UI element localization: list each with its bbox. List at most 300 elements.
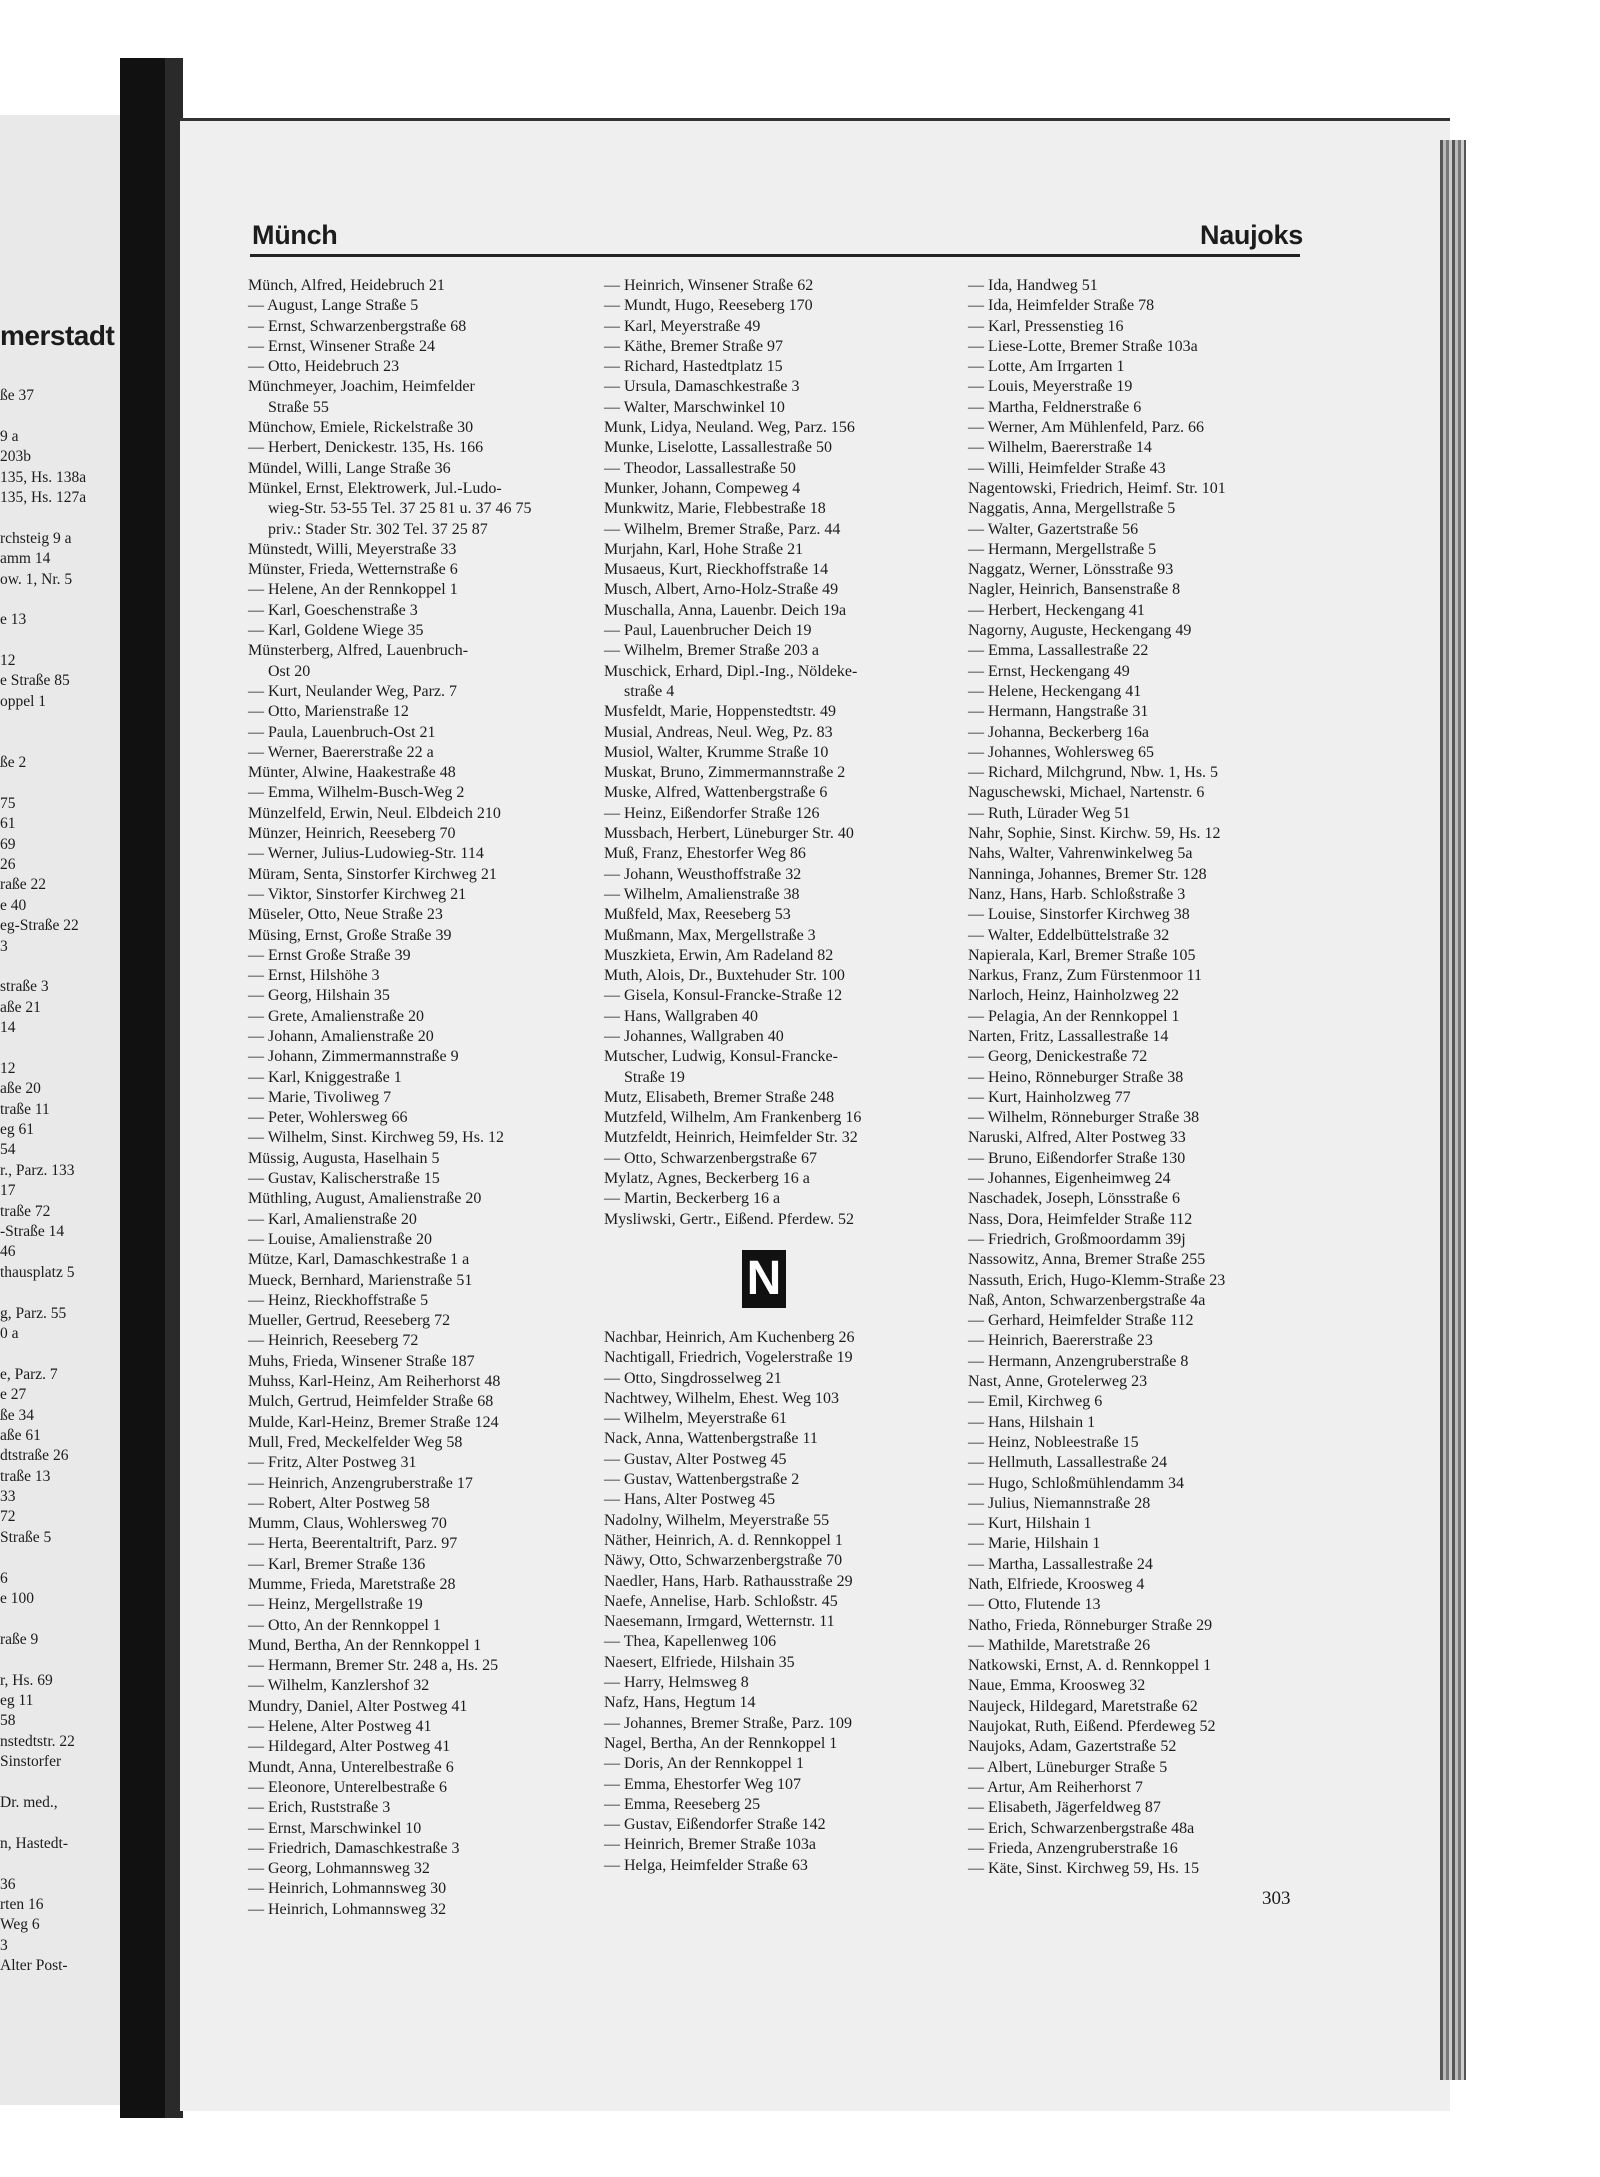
directory-entry: Narkus, Franz, Zum Fürstenmoor 11: [968, 967, 1203, 985]
left-page-line: aße 20: [0, 1080, 41, 1098]
directory-entry: — Paul, Lauenbrucher Deich 19: [604, 622, 812, 640]
left-page-line: 36: [0, 1875, 16, 1893]
directory-entry: Nagorny, Auguste, Heckengang 49: [968, 622, 1192, 640]
directory-entry: Naefe, Annelise, Harb. Schloßstr. 45: [604, 1592, 838, 1610]
directory-entry: — Richard, Hastedtplatz 15: [604, 358, 783, 376]
left-page-line: Weg 6: [0, 1916, 40, 1934]
directory-entry: Muske, Alfred, Wattenbergstraße 6: [604, 784, 828, 802]
left-page-line: g, Parz. 55: [0, 1304, 67, 1322]
running-header-last: Naujoks: [1200, 220, 1303, 250]
directory-entry: — Emma, Lassallestraße 22: [968, 642, 1149, 660]
directory-entry: Münch, Alfred, Heidebruch 21: [248, 277, 445, 294]
left-page-line: raße 9: [0, 1630, 39, 1648]
directory-entry: — Frieda, Anzengruberstraße 16: [968, 1839, 1178, 1857]
left-page-line: 72: [0, 1508, 16, 1526]
directory-entry: Naue, Emma, Kroosweg 32: [968, 1677, 1146, 1695]
directory-entry: — Willi, Heimfelder Straße 43: [968, 459, 1166, 477]
directory-entry: Naesemann, Irmgard, Wetternstr. 11: [604, 1613, 835, 1631]
directory-entry: — Karl, Pressenstieg 16: [968, 317, 1124, 335]
left-page-line: e, Parz. 7: [0, 1365, 58, 1383]
directory-entry: — Louise, Sinstorfer Kirchweg 38: [968, 906, 1190, 924]
directory-entry: straße 4: [624, 682, 675, 700]
directory-entry: — Otto, Flutende 13: [968, 1596, 1101, 1614]
directory-entry: — Mathilde, Maretstraße 26: [968, 1636, 1151, 1654]
directory-entry: — Johann, Weusthoffstraße 32: [604, 865, 802, 883]
left-page-line: raße 22: [0, 876, 47, 894]
directory-entry: Narten, Fritz, Lassallestraße 14: [968, 1027, 1169, 1045]
directory-entry: Naujeck, Hildegard, Maretstraße 62: [968, 1697, 1198, 1715]
left-page-line: [0, 508, 118, 528]
directory-entry: Münzelfeld, Erwin, Neul. Elbdeich 210: [248, 804, 501, 822]
directory-entry: — Ernst, Marschwinkel 10: [248, 1819, 422, 1837]
directory-entry: — Helene, Heckengang 41: [968, 682, 1142, 700]
directory-entry: Mündel, Willi, Lange Straße 36: [248, 459, 451, 477]
directory-entry: — Ernst Große Straße 39: [248, 946, 411, 964]
directory-entry: Mund, Bertha, An der Rennkoppel 1: [248, 1636, 482, 1654]
directory-entry: Nast, Anne, Grotelerweg 23: [968, 1373, 1148, 1391]
left-page-line: Dr. med.,: [0, 1793, 58, 1811]
directory-entry: — Heinrich, Lohmannsweg 32: [248, 1900, 447, 1918]
directory-entry: — Richard, Milchgrund, Nbw. 1, Hs. 5: [968, 764, 1219, 782]
directory-entry: Mutscher, Ludwig, Konsul-Francke-: [604, 1048, 838, 1066]
left-page-line: nstedtstr. 22: [0, 1732, 75, 1750]
left-page-line: 3: [0, 937, 8, 955]
directory-entry: — Emil, Kirchweg 6: [968, 1393, 1103, 1411]
directory-entry: Mumm, Claus, Wohlersweg 70: [248, 1515, 447, 1533]
directory-entry: Müssig, Augusta, Haselhain 5: [248, 1149, 440, 1167]
directory-entry: — Ursula, Damaschkestraße 3: [604, 378, 800, 396]
directory-entry: — Walter, Gazertstraße 56: [968, 520, 1139, 538]
left-page-line: [0, 1773, 118, 1793]
directory-entry: — Otto, Heidebruch 23: [248, 358, 400, 376]
directory-entry: — August, Lange Straße 5: [248, 297, 419, 315]
directory-entry: Mußfeld, Max, Reeseberg 53: [604, 906, 791, 924]
directory-entry: — Otto, Marienstraße 12: [248, 703, 409, 721]
directory-entry: — Louis, Meyerstraße 19: [968, 378, 1133, 396]
left-page-line: 54: [0, 1141, 16, 1159]
directory-entry: Mulde, Karl-Heinz, Bremer Straße 124: [248, 1413, 499, 1431]
directory-entry: — Paula, Lauenbruch-Ost 21: [248, 723, 436, 741]
directory-entry: Nath, Elfriede, Kroosweg 4: [968, 1576, 1145, 1593]
left-page-line: [0, 733, 118, 753]
directory-entry: — Karl, Kniggestraße 1: [248, 1068, 402, 1086]
section-letter-badge: N: [742, 1250, 786, 1308]
directory-entry: — Walter, Eddelbüttelstraße 32: [968, 926, 1170, 944]
directory-entry: Straße 55: [268, 398, 329, 416]
directory-entry: — Helene, Alter Postweg 41: [248, 1718, 432, 1736]
left-page-line: 58: [0, 1712, 16, 1730]
directory-entry: Mutzfeldt, Heinrich, Heimfelder Str. 32: [604, 1129, 858, 1147]
directory-entry: Naschadek, Joseph, Lönsstraße 6: [968, 1190, 1180, 1208]
directory-entry: Musfeldt, Marie, Hoppenstedtstr. 49: [604, 703, 836, 721]
directory-entry: Mundt, Anna, Unterelbestraße 6: [248, 1758, 454, 1776]
left-page-line: e 100: [0, 1590, 35, 1608]
directory-entry: — Marie, Tivoliweg 7: [248, 1088, 392, 1106]
directory-entry: — Wilhelm, Bremer Straße, Parz. 44: [604, 520, 841, 538]
left-page-line: [0, 1813, 118, 1833]
directory-entry: Nagentowski, Friedrich, Heimf. Str. 101: [968, 479, 1226, 497]
left-page-line: aße 21: [0, 998, 41, 1016]
directory-entry: Murjahn, Karl, Hohe Straße 21: [604, 540, 804, 558]
left-page-line: [0, 1039, 118, 1059]
left-page-line: thausplatz 5: [0, 1263, 75, 1281]
directory-entry: Münchow, Emiele, Rickelstraße 30: [248, 419, 474, 437]
directory-entry: Naujokat, Ruth, Eißend. Pferdeweg 52: [968, 1718, 1216, 1736]
directory-entry: Narloch, Heinz, Hainholzweg 22: [968, 987, 1180, 1005]
directory-entry: Münsterberg, Alfred, Lauenbruch-: [248, 642, 469, 660]
directory-entry: Straße 19: [624, 1068, 685, 1086]
directory-entry: Nanninga, Johannes, Bremer Str. 128: [968, 865, 1207, 883]
left-page-line: rchsteig 9 a: [0, 529, 72, 547]
directory-entry: — Theodor, Lassallestraße 50: [604, 459, 796, 477]
directory-column-1: [248, 276, 593, 1920]
directory-entry: — Marie, Hilshain 1: [968, 1535, 1101, 1553]
directory-entry: — Lotte, Am Irrgarten 1: [968, 358, 1125, 376]
directory-entry: — Walter, Marschwinkel 10: [604, 398, 785, 416]
left-page-line: n, Hastedt-: [0, 1834, 69, 1852]
directory-entry: — Hans, Wallgraben 40: [604, 1007, 758, 1025]
directory-entry: — Heinrich, Bremer Straße 103a: [604, 1836, 816, 1854]
directory-entry: — Johannes, Wohlersweg 65: [968, 743, 1154, 761]
directory-entry: Muschick, Erhard, Dipl.-Ing., Nöldeke-: [604, 662, 858, 680]
directory-entry: Munkwitz, Marie, Flebbestraße 18: [604, 500, 826, 518]
left-page-line: [0, 590, 118, 610]
directory-entry: Nanz, Hans, Harb. Schloßstraße 3: [968, 885, 1186, 903]
left-page-line: Sinstorfer: [0, 1753, 62, 1771]
directory-entry: — Martin, Beckerberg 16 a: [604, 1190, 781, 1208]
left-page-line: e Straße 85: [0, 672, 70, 690]
directory-entry: Natkowski, Ernst, A. d. Rennkoppel 1: [968, 1657, 1212, 1675]
directory-entry: — Hugo, Schloßmühlendamm 34: [968, 1474, 1184, 1492]
left-page-line: [0, 712, 118, 732]
left-page-line: 17: [0, 1182, 16, 1200]
directory-entry: — Friedrich, Großmoordamm 39j: [968, 1230, 1186, 1248]
left-page-line: eg 11: [0, 1692, 34, 1709]
page-number: 303: [1262, 1888, 1291, 1909]
directory-entry: Muschalla, Anna, Lauenbr. Deich 19a: [604, 601, 847, 619]
directory-entry: Munker, Johann, Compeweg 4: [604, 479, 801, 497]
running-header-first: Münch: [252, 220, 338, 250]
left-page-line: eg 61: [0, 1121, 35, 1139]
directory-column-2: [604, 276, 949, 1230]
directory-entry: Nachtigall, Friedrich, Vogelerstraße 19: [604, 1349, 853, 1367]
directory-entry: — Helga, Heimfelder Straße 63: [604, 1856, 808, 1874]
left-page-line: [0, 1283, 118, 1303]
directory-entry: — Herta, Beerentaltrift, Parz. 97: [248, 1535, 458, 1553]
directory-entry: Münchmeyer, Joachim, Heimfelder: [248, 378, 475, 396]
directory-entry: Mulch, Gertrud, Heimfelder Straße 68: [248, 1393, 494, 1411]
left-page-line: [0, 773, 118, 793]
left-page-column: [0, 320, 118, 1976]
directory-entry: — Martha, Lassallestraße 24: [968, 1555, 1153, 1573]
directory-entry: Mueller, Gertrud, Reeseberg 72: [248, 1312, 451, 1330]
left-page-line: amm 14: [0, 550, 51, 568]
directory-entry: — Grete, Amalienstraße 20: [248, 1007, 424, 1025]
directory-entry: — Johannes, Eigenheimweg 24: [968, 1170, 1171, 1188]
directory-entry: Musial, Andreas, Neul. Weg, Pz. 83: [604, 723, 833, 741]
directory-entry: Münzer, Heinrich, Reeseberg 70: [248, 825, 456, 843]
left-page-line: [0, 1650, 118, 1670]
directory-entry: — Hermann, Hangstraße 31: [968, 703, 1149, 721]
left-page-line: ße 34: [0, 1406, 35, 1424]
directory-entry: — Heinz, Eißendorfer Straße 126: [604, 804, 820, 822]
left-page-line: dtstraße 26: [0, 1447, 69, 1465]
directory-entry: Näwy, Otto, Schwarzenbergstraße 70: [604, 1552, 843, 1570]
left-page-line: e 40: [0, 896, 27, 914]
directory-entry: Ost 20: [268, 662, 311, 680]
directory-entry: — Karl, Bremer Straße 136: [248, 1555, 426, 1573]
directory-entry: — Wilhelm, Kanzlershof 32: [248, 1677, 430, 1695]
directory-entry: Naesert, Elfriede, Hilshain 35: [604, 1653, 795, 1671]
directory-entry: Mysliwski, Gertr., Eißend. Pferdew. 52: [604, 1210, 855, 1228]
directory-entry: — Hellmuth, Lassallestraße 24: [968, 1454, 1168, 1472]
directory-entry: Nahs, Walter, Vahrenwinkelweg 5a: [968, 845, 1193, 863]
directory-entry: — Johannes, Wallgraben 40: [604, 1027, 784, 1045]
directory-entry: — Pelagia, An der Rennkoppel 1: [968, 1007, 1180, 1025]
left-page-line: traße 72: [0, 1202, 51, 1220]
left-page-line: [0, 1344, 118, 1364]
directory-entry: wieg-Str. 53-55 Tel. 37 25 81 u. 37 46 75: [268, 500, 532, 518]
directory-entry: — Johanna, Beckerberg 16a: [968, 723, 1149, 741]
directory-entry: — Wilhelm, Bremer Straße 203 a: [604, 642, 820, 660]
left-page-line: aße 61: [0, 1426, 41, 1444]
left-page-line: traße 11: [0, 1100, 50, 1118]
directory-entry: Muhss, Karl-Heinz, Am Reiherhorst 48: [248, 1373, 501, 1391]
directory-entry: — Viktor, Sinstorfer Kirchweg 21: [248, 885, 467, 903]
left-page-line: [0, 1609, 118, 1629]
left-page-line: 9 a: [0, 427, 19, 445]
directory-entry: Nafz, Hans, Hegtum 14: [604, 1694, 756, 1712]
directory-entry: priv.: Stader Str. 302 Tel. 37 25 87: [268, 520, 488, 538]
left-page-line: 135, Hs. 127a: [0, 488, 87, 506]
directory-entry: — Hans, Hilshain 1: [968, 1413, 1096, 1431]
directory-column-3: [604, 1328, 949, 1876]
directory-entry: — Herbert, Heckengang 41: [968, 601, 1145, 619]
directory-entry: — Liese-Lotte, Bremer Straße 103a: [968, 337, 1198, 355]
directory-entry: Naggatis, Anna, Mergellstraße 5: [968, 500, 1176, 518]
directory-entry: Naguschewski, Michael, Nartenstr. 6: [968, 784, 1205, 802]
directory-entry: — Heinrich, Anzengruberstraße 17: [248, 1474, 473, 1492]
directory-entry: — Ernst, Hilshöhe 3: [248, 967, 380, 985]
directory-entry: Münter, Alwine, Haakestraße 48: [248, 764, 456, 782]
directory-entry: — Ernst, Winsener Straße 24: [248, 337, 436, 355]
directory-entry: — Louise, Amalienstraße 20: [248, 1230, 432, 1248]
directory-entry: Nachtwey, Wilhelm, Ehest. Weg 103: [604, 1389, 840, 1407]
directory-entry: — Otto, Schwarzenbergstraße 67: [604, 1149, 817, 1167]
left-page-line: ße 37: [0, 387, 35, 404]
directory-entry: — Erich, Ruststraße 3: [248, 1799, 391, 1817]
directory-entry: Mumme, Frieda, Maretstraße 28: [248, 1576, 456, 1593]
directory-entry: Mütze, Karl, Damaschkestraße 1 a: [248, 1251, 470, 1269]
directory-entry: Munke, Liselotte, Lassallestraße 50: [604, 439, 832, 457]
directory-entry: — Julius, Niemannstraße 28: [968, 1494, 1151, 1512]
directory-entry: — Kurt, Neulander Weg, Parz. 7: [248, 682, 458, 700]
directory-entry: — Friedrich, Damaschkestraße 3: [248, 1839, 460, 1857]
directory-entry: — Ernst, Heckengang 49: [968, 662, 1130, 680]
left-page-line: ow. 1, Nr. 5: [0, 570, 73, 588]
directory-entry: Naruski, Alfred, Alter Postweg 33: [968, 1129, 1186, 1147]
directory-entry: — Albert, Lüneburger Straße 5: [968, 1758, 1168, 1776]
directory-entry: — Ruth, Lürader Weg 51: [968, 804, 1131, 822]
directory-entry: Muhs, Frieda, Winsener Straße 187: [248, 1352, 475, 1370]
directory-entry: — Elisabeth, Jägerfeldweg 87: [968, 1799, 1161, 1817]
directory-entry: — Bruno, Eißendorfer Straße 130: [968, 1149, 1186, 1167]
left-page-line: 12: [0, 652, 16, 670]
directory-entry: — Eleonore, Unterelbestraße 6: [248, 1778, 448, 1796]
left-page-line: oppel 1: [0, 692, 47, 710]
directory-entry: — Wilhelm, Sinst. Kirchweg 59, Hs. 12: [248, 1129, 504, 1147]
left-page-line: Straße 5: [0, 1528, 52, 1546]
directory-entry: Mundry, Daniel, Alter Postweg 41: [248, 1697, 468, 1715]
directory-entry: — Otto, An der Rennkoppel 1: [248, 1616, 441, 1634]
directory-entry: — Käte, Sinst. Kirchweg 59, Hs. 15: [968, 1860, 1200, 1878]
directory-entry: — Käthe, Bremer Straße 97: [604, 337, 784, 355]
directory-entry: — Wilhelm, Baererstraße 14: [968, 439, 1152, 457]
left-page-line: eg-Straße 22: [0, 917, 79, 935]
directory-entry: Nack, Anna, Wattenbergstraße 11: [604, 1430, 818, 1448]
directory-entry: — Werner, Julius-Ludowieg-Str. 114: [248, 845, 484, 863]
directory-entry: — Doris, An der Rennkoppel 1: [604, 1755, 804, 1773]
directory-entry: Nachbar, Heinrich, Am Kuchenberg 26: [604, 1329, 855, 1346]
left-page-line: e 13: [0, 611, 27, 629]
directory-entry: — Ida, Heimfelder Straße 78: [968, 297, 1155, 315]
left-page-line: r., Parz. 133: [0, 1161, 75, 1179]
left-page-line: 33: [0, 1488, 16, 1506]
directory-entry: — Heinz, Nobleestraße 15: [968, 1433, 1139, 1451]
directory-entry: — Peter, Wohlersweg 66: [248, 1109, 408, 1127]
directory-entry: — Erich, Schwarzenbergstraße 48a: [968, 1819, 1195, 1837]
directory-entry: — Kurt, Hilshain 1: [968, 1515, 1092, 1533]
directory-entry: Naggatz, Werner, Lönsstraße 93: [968, 561, 1174, 579]
directory-entry: Muth, Alois, Dr., Buxtehuder Str. 100: [604, 967, 845, 985]
directory-entry: — Kurt, Hainholzweg 77: [968, 1088, 1131, 1106]
directory-entry: — Gerhard, Heimfelder Straße 112: [968, 1312, 1194, 1330]
directory-entry: — Gisela, Konsul-Francke-Straße 12: [604, 987, 843, 1005]
directory-entry: — Helene, An der Rennkoppel 1: [248, 581, 458, 599]
directory-column-4: [968, 276, 1313, 1879]
directory-entry: — Heinz, Mergellstraße 19: [248, 1596, 423, 1614]
left-page-line: e 27: [0, 1386, 27, 1404]
page-edge-stack: [1440, 140, 1466, 2080]
left-page-line: 203b: [0, 448, 31, 466]
directory-entry: — Ernst, Schwarzenbergstraße 68: [248, 317, 467, 335]
left-page-line: traße 13: [0, 1467, 51, 1485]
directory-entry: — Emma, Wilhelm-Busch-Weg 2: [248, 784, 465, 802]
directory-entry: — Wilhelm, Rönneburger Straße 38: [968, 1109, 1200, 1127]
directory-entry: — Heinrich, Winsener Straße 62: [604, 277, 814, 294]
directory-entry: Mußmann, Max, Mergellstraße 3: [604, 926, 816, 944]
directory-entry: — Johann, Zimmermannstraße 9: [248, 1048, 459, 1066]
left-page-line: [0, 1854, 118, 1874]
directory-entry: Nassowitz, Anna, Bremer Straße 255: [968, 1251, 1206, 1269]
directory-entry: — Mundt, Hugo, Reeseberg 170: [604, 297, 813, 315]
directory-entry: — Karl, Goldene Wiege 35: [248, 622, 424, 640]
directory-entry: — Gustav, Wattenbergstraße 2: [604, 1471, 800, 1489]
left-page-line: Alter Post-: [0, 1957, 68, 1975]
directory-entry: Munk, Lidya, Neuland. Weg, Parz. 156: [604, 419, 855, 437]
directory-entry: — Gustav, Kalischerstraße 15: [248, 1170, 440, 1188]
directory-entry: Muskat, Bruno, Zimmermannstraße 2: [604, 764, 846, 782]
directory-entry: — Heino, Rönneburger Straße 38: [968, 1068, 1184, 1086]
left-page-line: 14: [0, 1019, 16, 1037]
directory-entry: — Robert, Alter Postweg 58: [248, 1494, 430, 1512]
left-page-line: 6: [0, 1569, 8, 1587]
directory-entry: — Hans, Alter Postweg 45: [604, 1491, 776, 1509]
directory-entry: — Heinrich, Baererstraße 23: [968, 1332, 1153, 1350]
directory-entry: Mussbach, Herbert, Lüneburger Str. 40: [604, 825, 854, 843]
directory-entry: Mutzfeld, Wilhelm, Am Frankenberg 16: [604, 1109, 862, 1127]
header-rule: [250, 254, 1300, 257]
left-page-line: [0, 631, 118, 651]
directory-entry: — Gustav, Alter Postweg 45: [604, 1450, 787, 1468]
directory-entry: — Emma, Reeseberg 25: [604, 1795, 761, 1813]
directory-entry: Mueck, Bernhard, Marienstraße 51: [248, 1271, 473, 1289]
directory-entry: — Johann, Amalienstraße 20: [248, 1027, 434, 1045]
directory-entry: — Werner, Am Mühlenfeld, Parz. 66: [968, 419, 1204, 437]
directory-entry: — Gustav, Eißendorfer Straße 142: [604, 1816, 826, 1834]
left-page-line: r, Hs. 69: [0, 1671, 53, 1689]
directory-entry: — Ida, Handweg 51: [968, 277, 1098, 294]
directory-entry: — Wilhelm, Amalienstraße 38: [604, 885, 800, 903]
directory-entry: — Hildegard, Alter Postweg 41: [248, 1738, 451, 1756]
directory-entry: Naedler, Hans, Harb. Rathausstraße 29: [604, 1572, 853, 1590]
directory-entry: — Emma, Ehestorfer Weg 107: [604, 1775, 802, 1793]
directory-entry: — Hermann, Anzengruberstraße 8: [968, 1352, 1189, 1370]
left-page-line: 3: [0, 1936, 8, 1954]
directory-entry: — Fritz, Alter Postweg 31: [248, 1454, 417, 1472]
directory-entry: — Martha, Feldnerstraße 6: [968, 398, 1142, 416]
directory-entry: Muszkieta, Erwin, Am Radeland 82: [604, 946, 834, 964]
directory-entry: Müseler, Otto, Neue Straße 23: [248, 906, 443, 924]
directory-entry: Münstedt, Willi, Meyerstraße 33: [248, 540, 457, 558]
directory-entry: Nagel, Bertha, An der Rennkoppel 1: [604, 1734, 838, 1752]
directory-entry: Naß, Anton, Schwarzenbergstraße 4a: [968, 1291, 1206, 1309]
directory-entry: — Otto, Singdrosselweg 21: [604, 1369, 782, 1387]
directory-entry: Nass, Dora, Heimfelder Straße 112: [968, 1210, 1193, 1228]
directory-entry: — Wilhelm, Meyerstraße 61: [604, 1410, 788, 1428]
left-page-line: 69: [0, 835, 16, 853]
directory-entry: Münster, Frieda, Wetternstraße 6: [248, 561, 458, 579]
directory-entry: — Hermann, Bremer Str. 248 a, Hs. 25: [248, 1657, 499, 1675]
directory-entry: — Karl, Amalienstraße 20: [248, 1210, 417, 1228]
left-page-line: 75: [0, 794, 16, 812]
directory-entry: Mull, Fred, Meckelfelder Weg 58: [248, 1433, 463, 1451]
directory-entry: — Thea, Kapellenweg 106: [604, 1633, 777, 1651]
directory-entry: — Karl, Goeschenstraße 3: [248, 601, 418, 619]
directory-entry: — Harry, Helmsweg 8: [604, 1674, 749, 1692]
left-page-line: [0, 406, 118, 426]
left-page-line: [0, 957, 118, 977]
directory-entry: Napierala, Karl, Bremer Straße 105: [968, 946, 1196, 964]
directory-entry: Natho, Frieda, Rönneburger Straße 29: [968, 1616, 1213, 1634]
directory-entry: — Heinz, Rieckhoffstraße 5: [248, 1291, 429, 1309]
left-page-line: 12: [0, 1059, 16, 1077]
left-page-line: ße 2: [0, 754, 27, 772]
left-page-line: 26: [0, 855, 16, 873]
directory-entry: Nahr, Sophie, Sinst. Kirchw. 59, Hs. 12: [968, 825, 1221, 843]
directory-entry: Muß, Franz, Ehestorfer Weg 86: [604, 845, 806, 863]
left-page-line: [0, 1548, 118, 1568]
directory-entry: — Artur, Am Reiherhorst 7: [968, 1778, 1143, 1796]
directory-entry: — Karl, Meyerstraße 49: [604, 317, 761, 335]
directory-entry: — Werner, Baererstraße 22 a: [248, 743, 434, 761]
directory-entry: Müram, Senta, Sinstorfer Kirchweg 21: [248, 865, 497, 883]
directory-entry: Nadolny, Wilhelm, Meyerstraße 55: [604, 1511, 830, 1529]
directory-entry: Musiol, Walter, Krumme Straße 10: [604, 743, 829, 761]
left-page-line: rten 16: [0, 1895, 44, 1913]
left-page-header: merstadt: [0, 320, 115, 351]
directory-entry: Musch, Albert, Arno-Holz-Straße 49: [604, 581, 839, 599]
